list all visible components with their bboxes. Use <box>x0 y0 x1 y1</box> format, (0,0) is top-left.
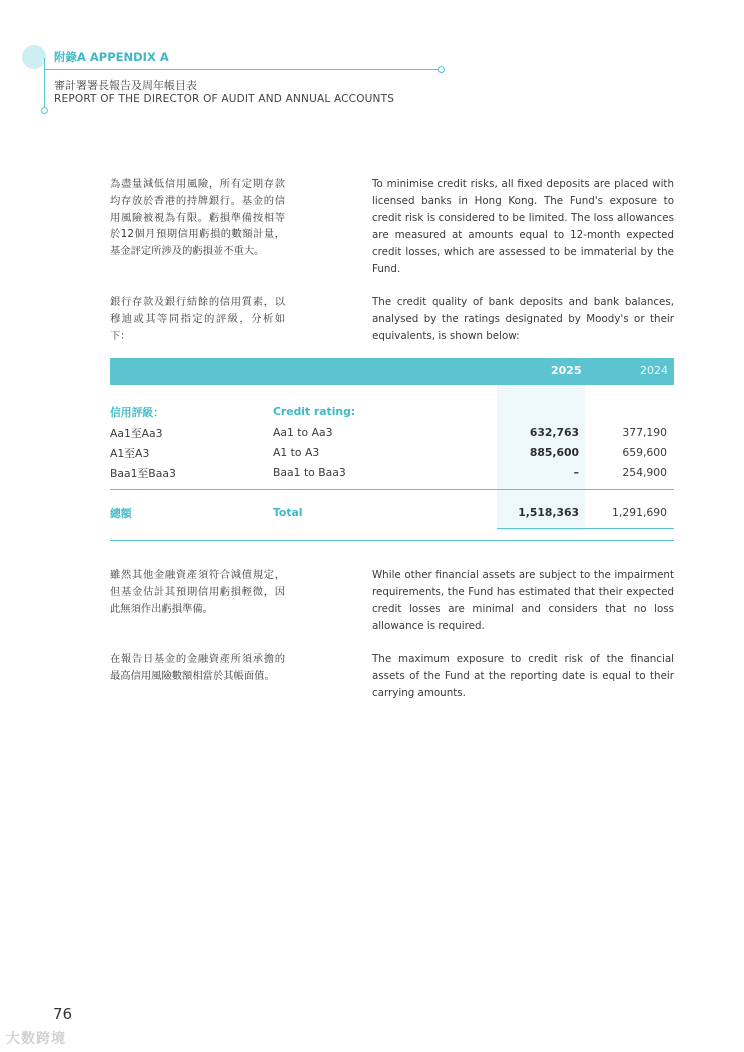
total-label-zh: 總額 <box>110 507 132 520</box>
total-label-en: Total <box>273 506 303 519</box>
row-value-2024: 254,900 <box>622 466 667 479</box>
report-title-en: REPORT OF THE DIRECTOR OF AUDIT AND ANNUAL ACCOUNTS <box>54 93 395 105</box>
total-value-2025: 1,518,363 <box>518 506 579 519</box>
paragraph-3-zh: 雖然其他金融資產須符合減值規定，但基金估計其預期信用虧損輕微，因此無須作出虧損準備。 <box>110 569 285 615</box>
row-label-en: Aa1 to Aa3 <box>273 426 333 439</box>
section-label-en: Credit rating: <box>273 405 356 418</box>
paragraph-4-zh: 在報告日基金的金融資產所須承擔的最高信用風險數額相當於其帳面值。 <box>110 653 285 682</box>
column-header-2024: 2024 <box>640 364 668 377</box>
header-horizontal-rule <box>44 69 440 70</box>
paragraph-1-zh: 為盡量減低信用風險，所有定期存款均存放於香港的持牌銀行。基金的信用風險被視為有限。虧損準備按相等於12個月預期信用虧損的數額計量，基金評定所涉及的虧損並不重大。 <box>110 178 285 258</box>
row-label-en: A1 to A3 <box>273 446 320 459</box>
report-title-zh: 審計署署長報告及周年帳目表 <box>54 79 197 92</box>
total-double-rule-top <box>497 528 674 529</box>
paragraph-2-zh: 銀行存款及銀行結餘的信用質素，以穆迪或其等同指定的評級，分析如下： <box>110 296 285 342</box>
row-value-2025: 632,763 <box>529 426 579 439</box>
table-header-bar <box>110 358 674 385</box>
row-value-2024: 659,600 <box>622 446 667 459</box>
appendix-title: 附錄A APPENDIX A <box>54 50 169 64</box>
header-circle-decoration <box>22 45 46 69</box>
column-header-2025: 2025 <box>551 364 582 377</box>
header-vertical-rule <box>44 58 45 108</box>
header-vertical-end-dot <box>41 107 48 114</box>
paragraph-3-en: While other financial assets are subject to the impairment requirements, the Fund has estimated that their expected credit losses are minimal and considers that no loss allowance is required. <box>372 569 674 632</box>
section-label-zh: 信用評級： <box>110 406 164 419</box>
watermark: 大数跨境 <box>6 1031 66 1047</box>
paragraph-4-en: The maximum exposure to credit risk of the financial assets of the Fund at the reporting date is equal to their carrying amounts. <box>372 653 674 699</box>
row-label-en: Baa1 to Baa3 <box>273 466 346 479</box>
table-bottom-rule <box>110 540 674 541</box>
row-value-2024: 377,190 <box>622 426 667 439</box>
page-number: 76 <box>53 1005 73 1023</box>
subtotal-rule <box>110 489 674 490</box>
row-label-zh: A1至A3 <box>110 447 150 460</box>
header-rule-end-dot <box>438 66 445 73</box>
paragraph-2-en: The credit quality of bank deposits and bank balances, analysed by the ratings designated by Moody's or their equivalents, is shown below: <box>372 296 674 342</box>
total-value-2024: 1,291,690 <box>612 506 667 519</box>
row-value-2025: 885,600 <box>529 446 579 459</box>
paragraph-1-en: To minimise credit risks, all fixed deposits are placed with licensed banks in Hong Kong. The Fund's exposure to credit risk is considered to be limited. The loss allowances are measured at amounts equal to 12-month expected credit losses, which are assessed to be immaterial by the Fund. <box>372 178 674 275</box>
row-label-zh: Aa1至Aa3 <box>110 427 163 440</box>
row-label-zh: Baa1至Baa3 <box>110 467 176 480</box>
row-value-2025: – <box>573 466 579 479</box>
